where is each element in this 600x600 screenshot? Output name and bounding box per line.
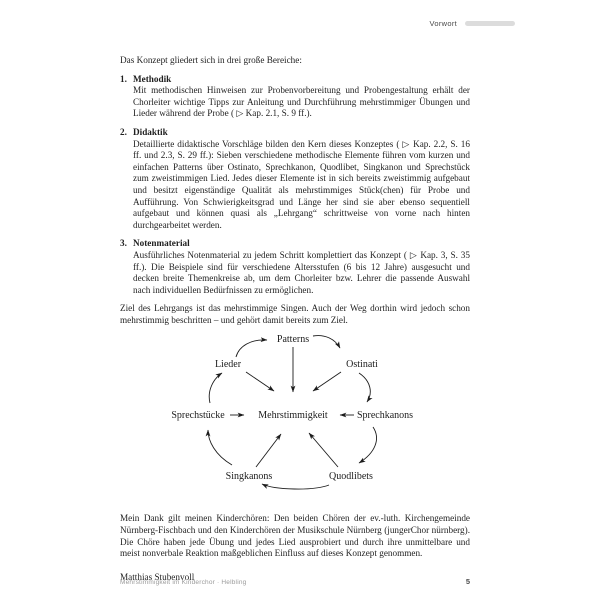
diagram-node-lieder: Lieder	[214, 359, 242, 371]
section-label: Vorwort	[429, 19, 457, 28]
item-body: Mit methodischen Hinweisen zur Probenvorbereitung und Probengestaltung erhält der Chorleiter wichtige Tipps zur Anleitung und Durchführung mehrstimmiger Übungen und Lieder während der Probe ( ▷ Kap. 2.1, S. 9 ff.).	[133, 85, 470, 119]
numbered-list	[120, 74, 470, 297]
item-number: 2.	[120, 126, 127, 137]
intro-paragraph: Das Konzept gliedert sich in drei große Bereiche:	[120, 55, 302, 65]
page-footer	[120, 577, 470, 586]
diagram-center-label: Mehrstimmigkeit	[258, 410, 328, 422]
closing-paragraph: Ziel des Lehrgangs ist das mehrstimmige Singen. Auch der Weg dorthin wird jedoch schon mehrstimmig beschritten – und gehört damit bereits zum Ziel.	[120, 303, 470, 325]
arrow-lieder-center	[246, 372, 274, 391]
arrow-patterns-ostinati	[313, 336, 340, 348]
diagram-labels	[171, 334, 413, 482]
list-item	[120, 74, 470, 120]
arrow-quodlibets-center	[309, 433, 338, 467]
item-content	[133, 238, 470, 296]
arrow-ostinati-center	[313, 372, 341, 391]
acknowledgement-paragraph: Mein Dank gilt meinen Kinderchören: Den beiden Chören der ev.-luth. Kirchengemeinde Nürnberg-Fischbach und den Kinderchören der Musikschule Nürnberg (jungerChor nürnberg). Die Chöre haben jede Übung und jedes Lied ausprobiert und durch ihre unmittelbare und meist nonverbale Reaktion maßgeblichen Einfluss auf dieses Konzept genommen.	[120, 513, 470, 559]
diagram-node-patterns: Patterns	[276, 334, 310, 346]
main-content	[120, 55, 470, 583]
item-body: Ausführliches Notenmaterial zu jedem Schritt komplettiert das Konzept ( ▷ Kap. 3, S. 35 ff.). Die Beispiele sind für verschiedene Altersstufen (6 bis 12 Jahre) ausgesucht und decken breite Themenkreise ab, um dem Chorleiter bzw. Lehrer die passende Auswahl nach individuellen Bedürfnissen zu ermöglichen.	[133, 249, 470, 295]
list-item	[120, 127, 470, 231]
concept-diagram-svg	[123, 329, 463, 511]
page-number: 5	[465, 577, 470, 586]
diagram-node-sprechstuecke: Sprechstücke	[171, 410, 225, 422]
item-number: 1.	[120, 73, 127, 84]
arrow-sprechkanons-quodlibets	[359, 427, 377, 463]
arrow-singkanons-center	[256, 434, 281, 467]
item-number: 3.	[120, 238, 127, 249]
arrow-lieder-patterns	[236, 340, 267, 357]
arrow-quodlibets-singkanons	[262, 484, 329, 489]
author-signature: Matthias Stubenvoll	[120, 571, 195, 582]
item-title: Notenmaterial	[133, 238, 190, 249]
item-body: Detaillierte didaktische Vorschläge bilden den Kern dieses Konzeptes ( ▷ Kap. 2.2, S. 16 ff. und 2.3, S. 29 ff.): Sieben verschiedene methodische Elemente führen vom kurzen und einfachen Patterns über Ostinato, Sprechkanon, Quodlibet, Singkanon und Sprechstück zum zweistimmigen Lied. Jedes dieser Elemente ist in sich bereits zweistimmig aufgebaut und besitzt eigenständige Qualität als mehrstimmiges Stück(chen) für Probe und Aufführung. Von Schwierigkeitsgrad und Länge her sind sie aber ebenso sequentiell aufgebaut und können quasi als „Lehrgang“ schrittweise von vorne nach hinten durchgearbeitet werden.	[133, 138, 470, 230]
diagram-node-ostinati: Ostinati	[346, 359, 378, 371]
arrow-sprechstuecke-lieder	[209, 373, 222, 403]
arrow-ostinati-sprechkanons	[359, 373, 370, 402]
diagram-node-singkanons: Singkanons	[225, 471, 273, 483]
diagram-inward-arrows	[230, 347, 354, 467]
page-header	[120, 19, 515, 28]
header-tab-marker	[465, 21, 515, 26]
arrow-singkanons-sprechstuecke	[208, 430, 232, 465]
diagram-node-sprechkanons: Sprechkanons	[356, 410, 414, 422]
item-title: Methodik	[133, 73, 172, 84]
running-title: Mehrstimmigkeit im Kinderchor · Helbling	[120, 579, 247, 586]
list-item	[120, 238, 470, 296]
item-content	[133, 127, 470, 231]
item-content	[133, 74, 470, 120]
item-title: Didaktik	[133, 126, 168, 137]
diagram-node-quodlibets: Quodlibets	[329, 471, 373, 483]
concept-diagram	[120, 329, 470, 511]
